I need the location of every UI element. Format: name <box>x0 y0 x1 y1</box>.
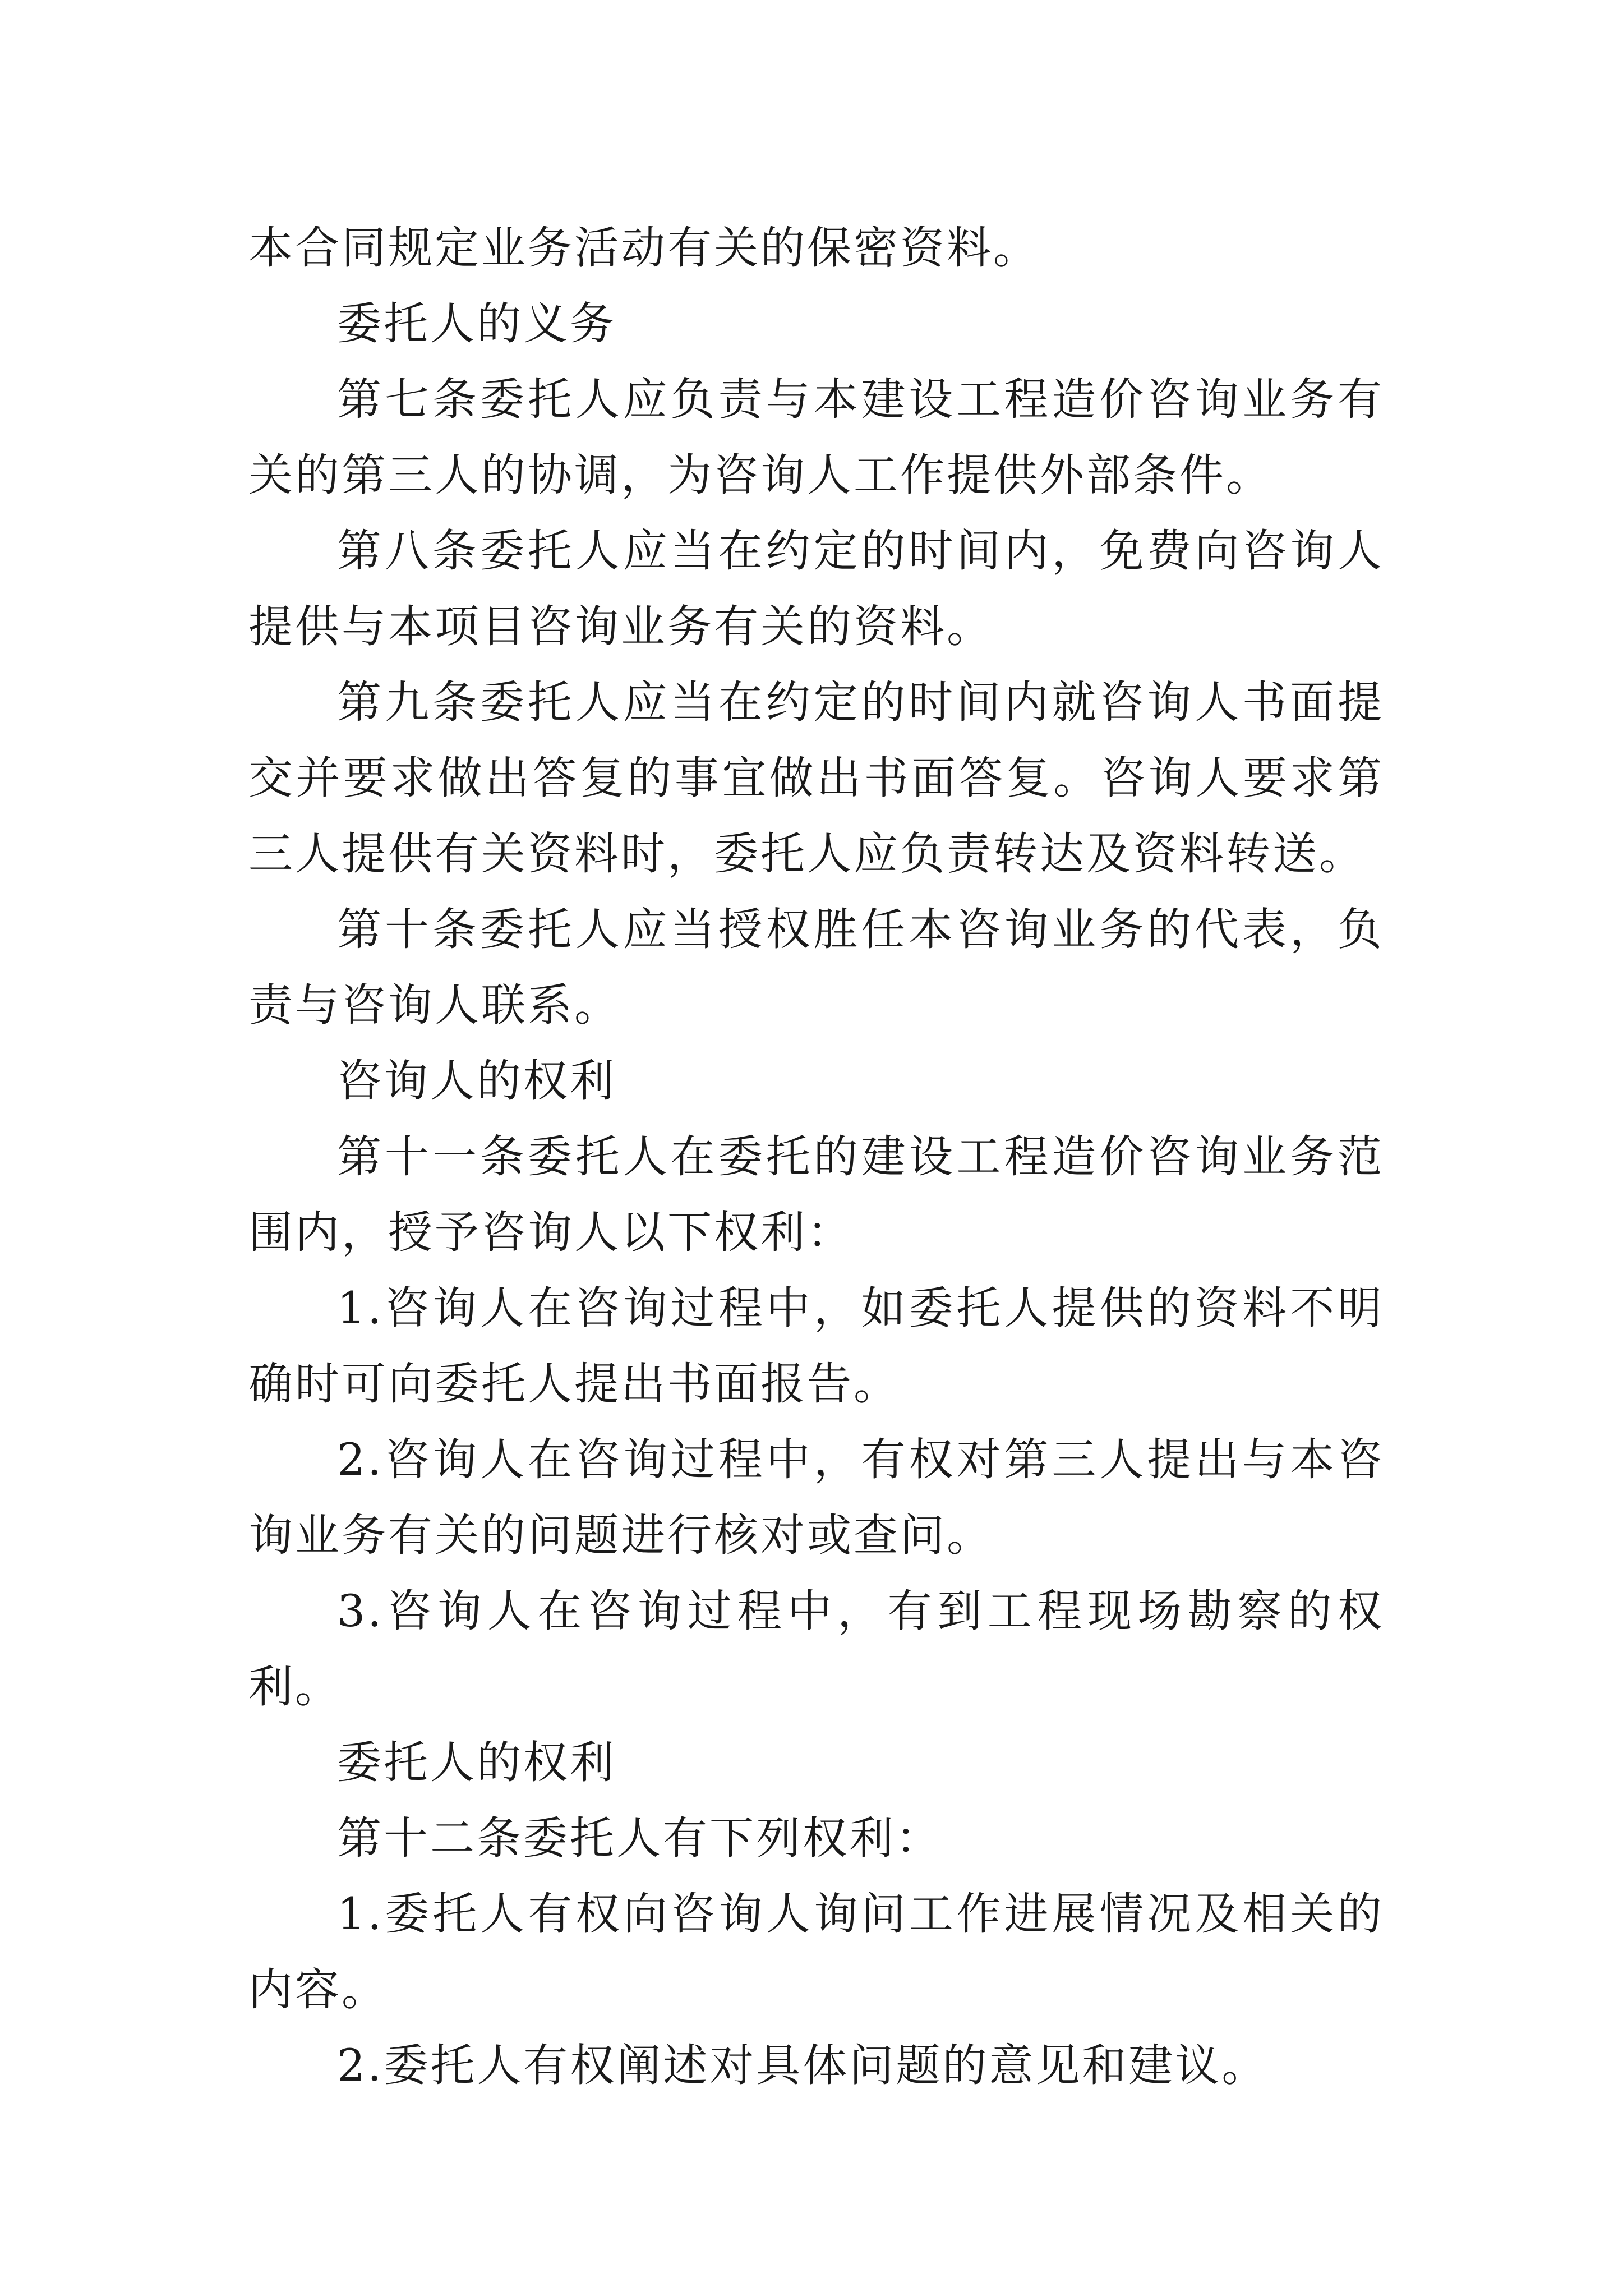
paragraph-article-10: 第十条委托人应当授权胜任本咨询业务的代表，负责与咨询人联系。 <box>248 904 1384 1031</box>
paragraph-confidential-continuation: 本合同规定业务活动有关的保密资料。 <box>248 222 1040 274</box>
list-item-client-right-1: 1.委托人有权向咨询人询问工作进展情况及相关的内容。 <box>248 1888 1384 2016</box>
section-heading-client-rights: 委托人的权利 <box>337 1737 616 1788</box>
paragraph-article-9: 第九条委托人应当在约定的时间内就咨询人书面提交并要求做出答复的事宜做出书面答复。咨询人要求第三人提供有关资料时，委托人应负责转达及资料转送。 <box>248 677 1384 880</box>
paragraph-article-7: 第七条委托人应负责与本建设工程造价咨询业务有关的第三人的协调，为咨询人工作提供外部条件。 <box>248 374 1384 501</box>
paragraph-article-8: 第八条委托人应当在约定的时间内，免费向咨询人提供与本项目咨询业务有关的资料。 <box>248 525 1384 652</box>
list-item-consultant-right-2: 2.咨询人在咨询过程中，有权对第三人提出与本咨询业务有关的问题进行核对或查问。 <box>248 1434 1384 1561</box>
list-item-consultant-right-1: 1.咨询人在咨询过程中，如委托人提供的资料不明确时可向委托人提出书面报告。 <box>248 1282 1384 1410</box>
paragraph-article-11: 第十一条委托人在委托的建设工程造价咨询业务范围内，授予咨询人以下权利： <box>248 1131 1384 1258</box>
document-body <box>248 210 1384 2104</box>
list-item-client-right-2: 2.委托人有权阐述对具体问题的意见和建议。 <box>337 2040 1269 2091</box>
section-heading-consultant-rights: 咨询人的权利 <box>337 1055 616 1107</box>
paragraph-article-12: 第十二条委托人有下列权利： <box>337 1812 942 1864</box>
list-item-consultant-right-3: 3.咨询人在咨询过程中，有到工程现场勘察的权利。 <box>248 1585 1384 1713</box>
section-heading-client-obligations: 委托人的义务 <box>337 298 616 349</box>
